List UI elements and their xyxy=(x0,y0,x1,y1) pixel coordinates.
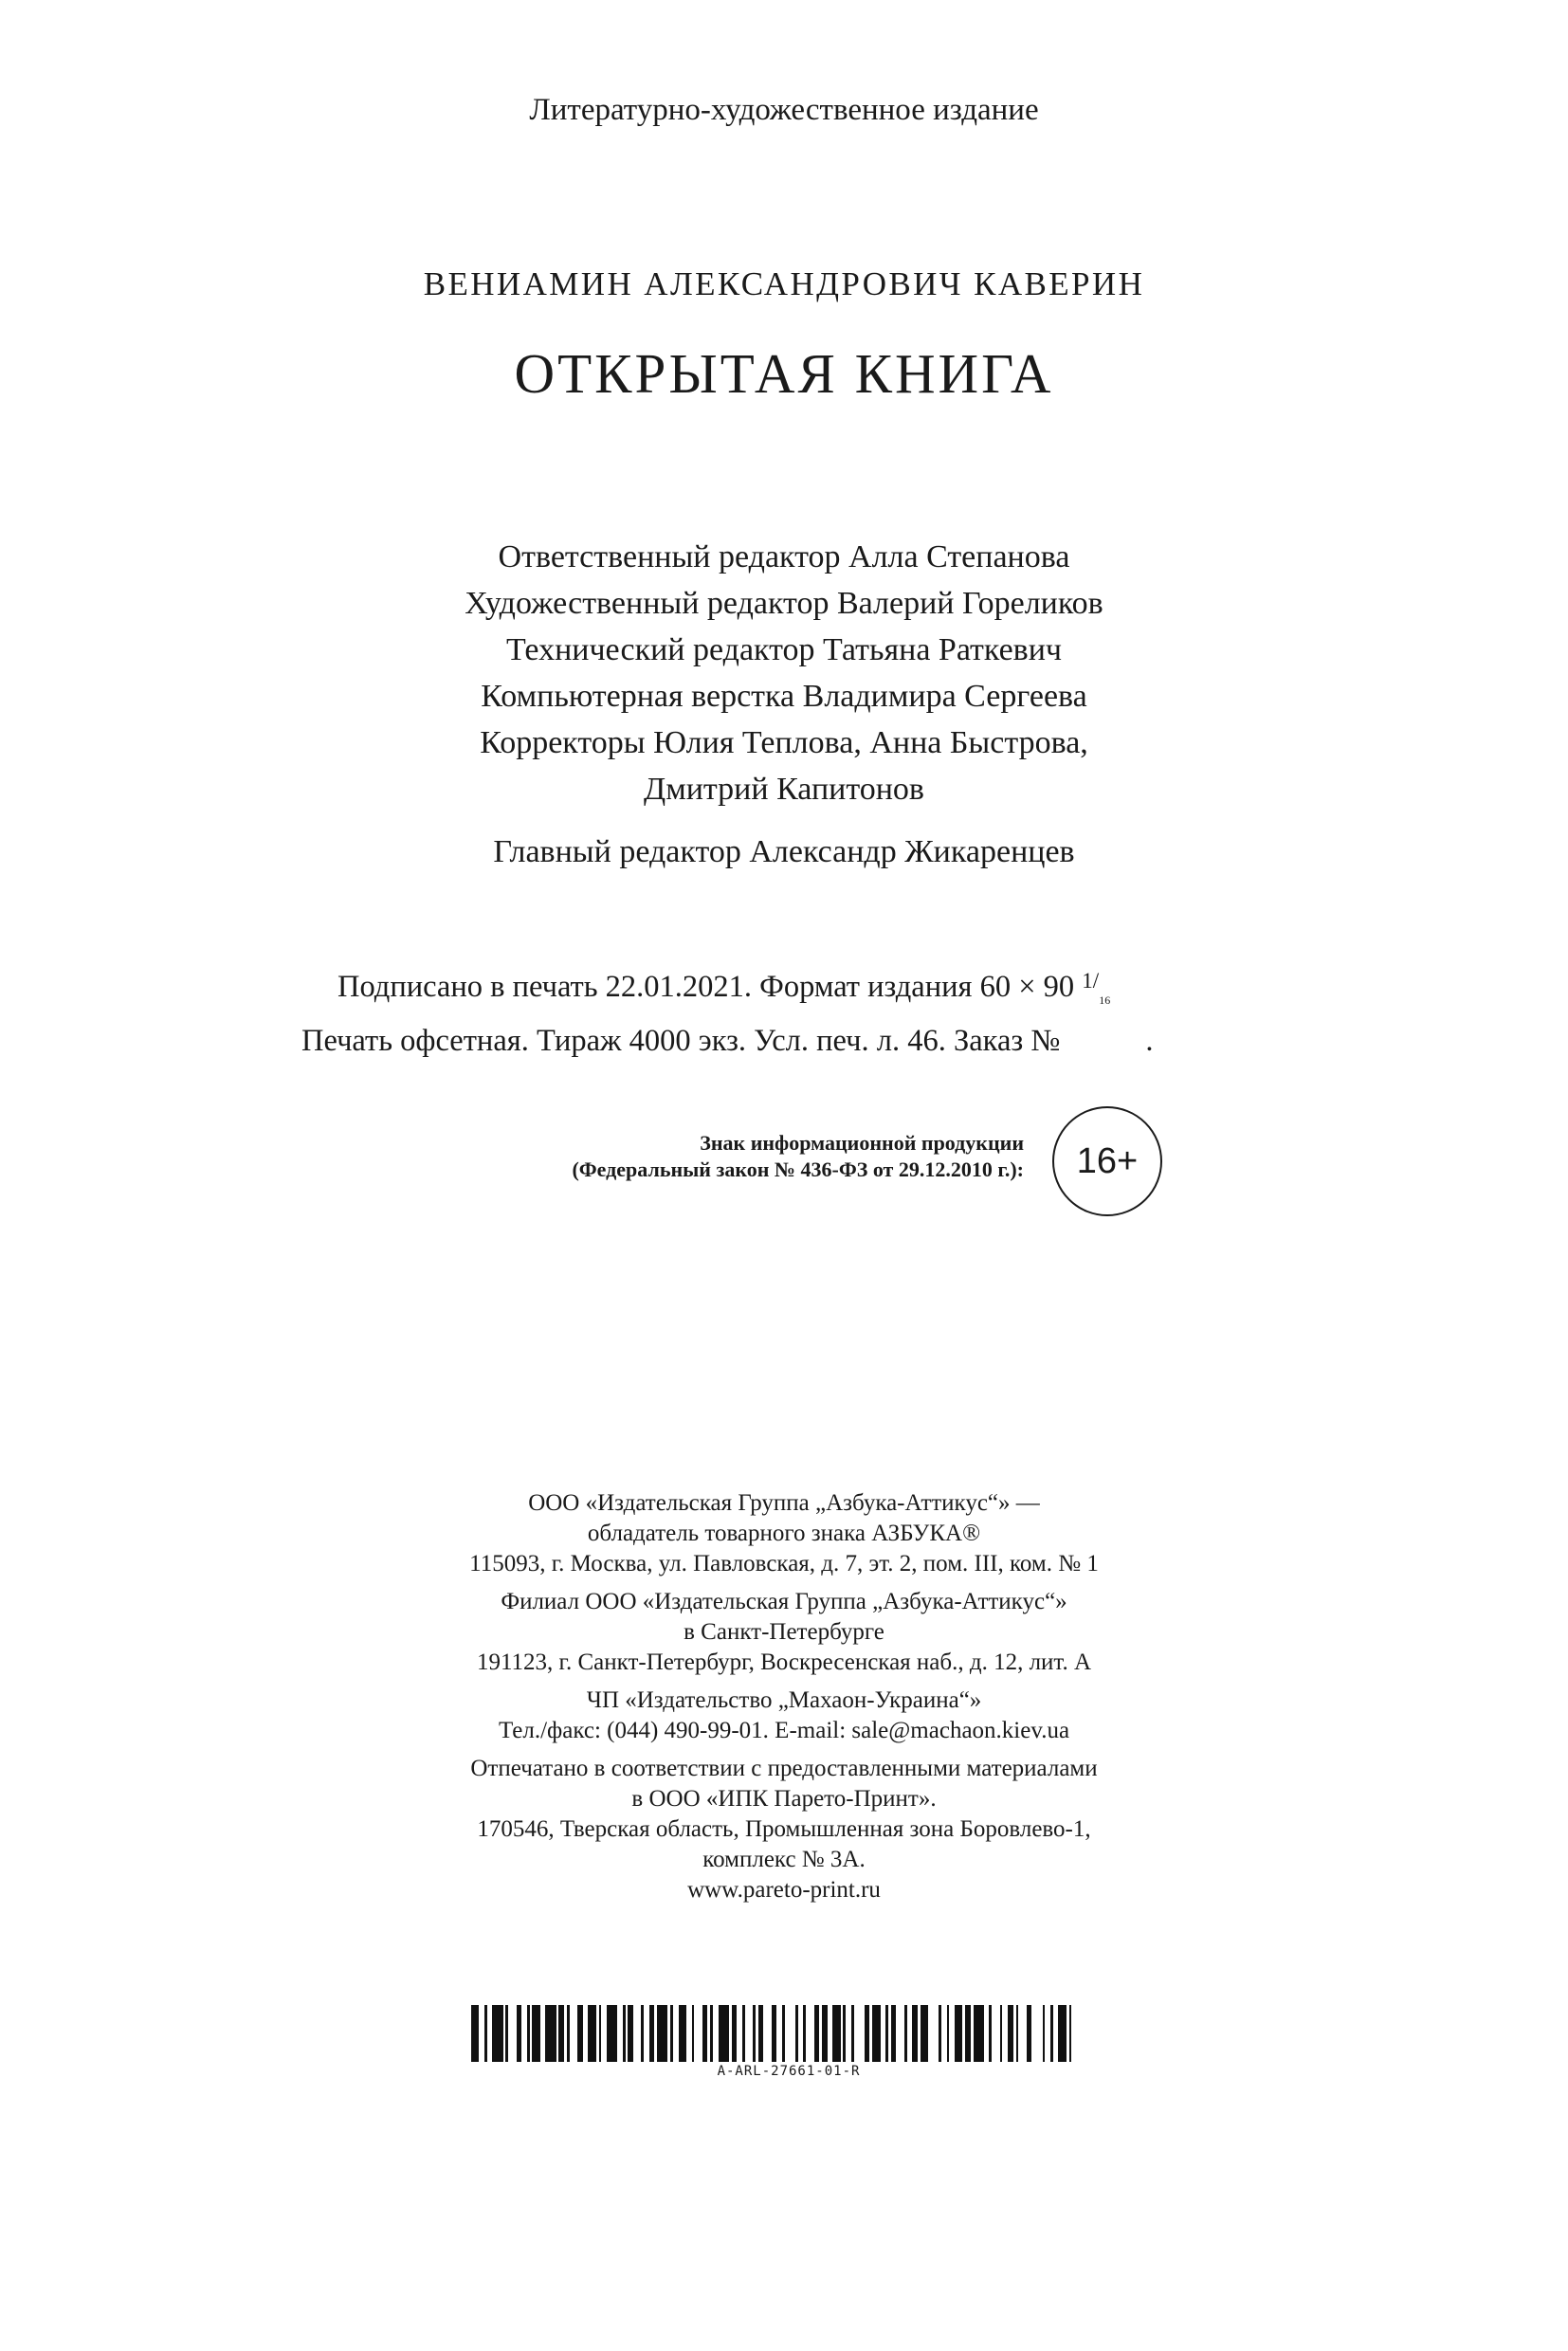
credits-block xyxy=(0,534,1568,812)
credit-line: Корректоры Юлия Теплова, Анна Быстрова, xyxy=(480,725,1088,760)
print-info-line-1: Подписано в печать 22.01.2021. Формат издания 60 × 90 $^{1/}_{16}$ xyxy=(337,969,1111,1007)
info-sign-text xyxy=(379,1130,1024,1183)
credit-line: Компьютерная верстка Владимира Сергеева xyxy=(481,679,1087,714)
barcode-text: A-ARL-27661-01-R xyxy=(717,2064,861,2079)
publisher-line: Отпечатано в соответствии с предоставленными материалами xyxy=(470,1756,1098,1781)
age-rating-badge: 16+ xyxy=(1052,1106,1162,1216)
fraction-denominator: 16 xyxy=(1099,993,1111,1007)
publisher-line: ЧП «Издательство „Махаон-Украина“» xyxy=(586,1687,982,1713)
print-info-line-2 xyxy=(301,1021,1154,1062)
publisher-line: 191123, г. Санкт-Петербург, Воскресенская наб., д. 12, лит. А xyxy=(476,1649,1092,1675)
chief-editor: Главный редактор Александр Жикаренцев xyxy=(493,834,1075,869)
author-name: ВЕНИАМИН АЛЕКСАНДРОВИЧ КАВЕРИН xyxy=(423,265,1145,302)
barcode xyxy=(471,2005,1078,2062)
fraction-numerator: 1 xyxy=(1082,969,1093,993)
publisher-line: в ООО «ИПК Парето-Принт». xyxy=(631,1786,937,1812)
print-run-end: . xyxy=(1145,1024,1154,1058)
book-title: ОТКРЫТАЯ КНИГА xyxy=(514,342,1054,405)
publisher-line: комплекс № 3А. xyxy=(702,1847,866,1872)
info-sign-line-2: (Федеральный закон № 436-ФЗ от 29.12.2010 г.): xyxy=(572,1157,1024,1181)
publisher-block xyxy=(0,1488,1568,1905)
publisher-line: Филиал ООО «Издательская Группа „Азбука-Аттикус“» xyxy=(501,1589,1067,1614)
edition-type: Литературно-художественное издание xyxy=(529,93,1039,127)
publisher-line: www.pareto-print.ru xyxy=(687,1877,881,1903)
publisher-line: 170546, Тверская область, Промышленная зона Боровлево-1, xyxy=(477,1816,1091,1842)
publisher-line: обладатель товарного знака АЗБУКА® xyxy=(587,1521,981,1546)
info-sign-line-1: Знак информационной продукции xyxy=(700,1131,1024,1155)
print-format-text: Подписано в печать 22.01.2021. Формат издания 60 × 90 xyxy=(337,970,1083,1004)
publisher-line: Тел./факс: (044) 490-99-01. E-mail: sale@machaon.kiev.ua xyxy=(498,1718,1070,1743)
print-run-text: Печать офсетная. Тираж 4000 экз. Усл. печ. л. 46. Заказ № xyxy=(301,1024,1061,1058)
credit-line: Дмитрий Капитонов xyxy=(644,772,924,807)
publisher-line: 115093, г. Москва, ул. Павловская, д. 7, эт. 2, пом. III, ком. № 1 xyxy=(469,1551,1099,1576)
credit-line: Технический редактор Татьяна Раткевич xyxy=(505,632,1063,667)
publisher-line: в Санкт-Петербурге xyxy=(684,1619,884,1645)
print-info xyxy=(301,960,1154,1062)
credit-line: Художественный редактор Валерий Гореликов xyxy=(465,586,1103,621)
credit-line: Ответственный редактор Алла Степанова xyxy=(498,539,1070,574)
publisher-line: ООО «Издательская Группа „Азбука-Аттикус“» — xyxy=(528,1490,1040,1516)
